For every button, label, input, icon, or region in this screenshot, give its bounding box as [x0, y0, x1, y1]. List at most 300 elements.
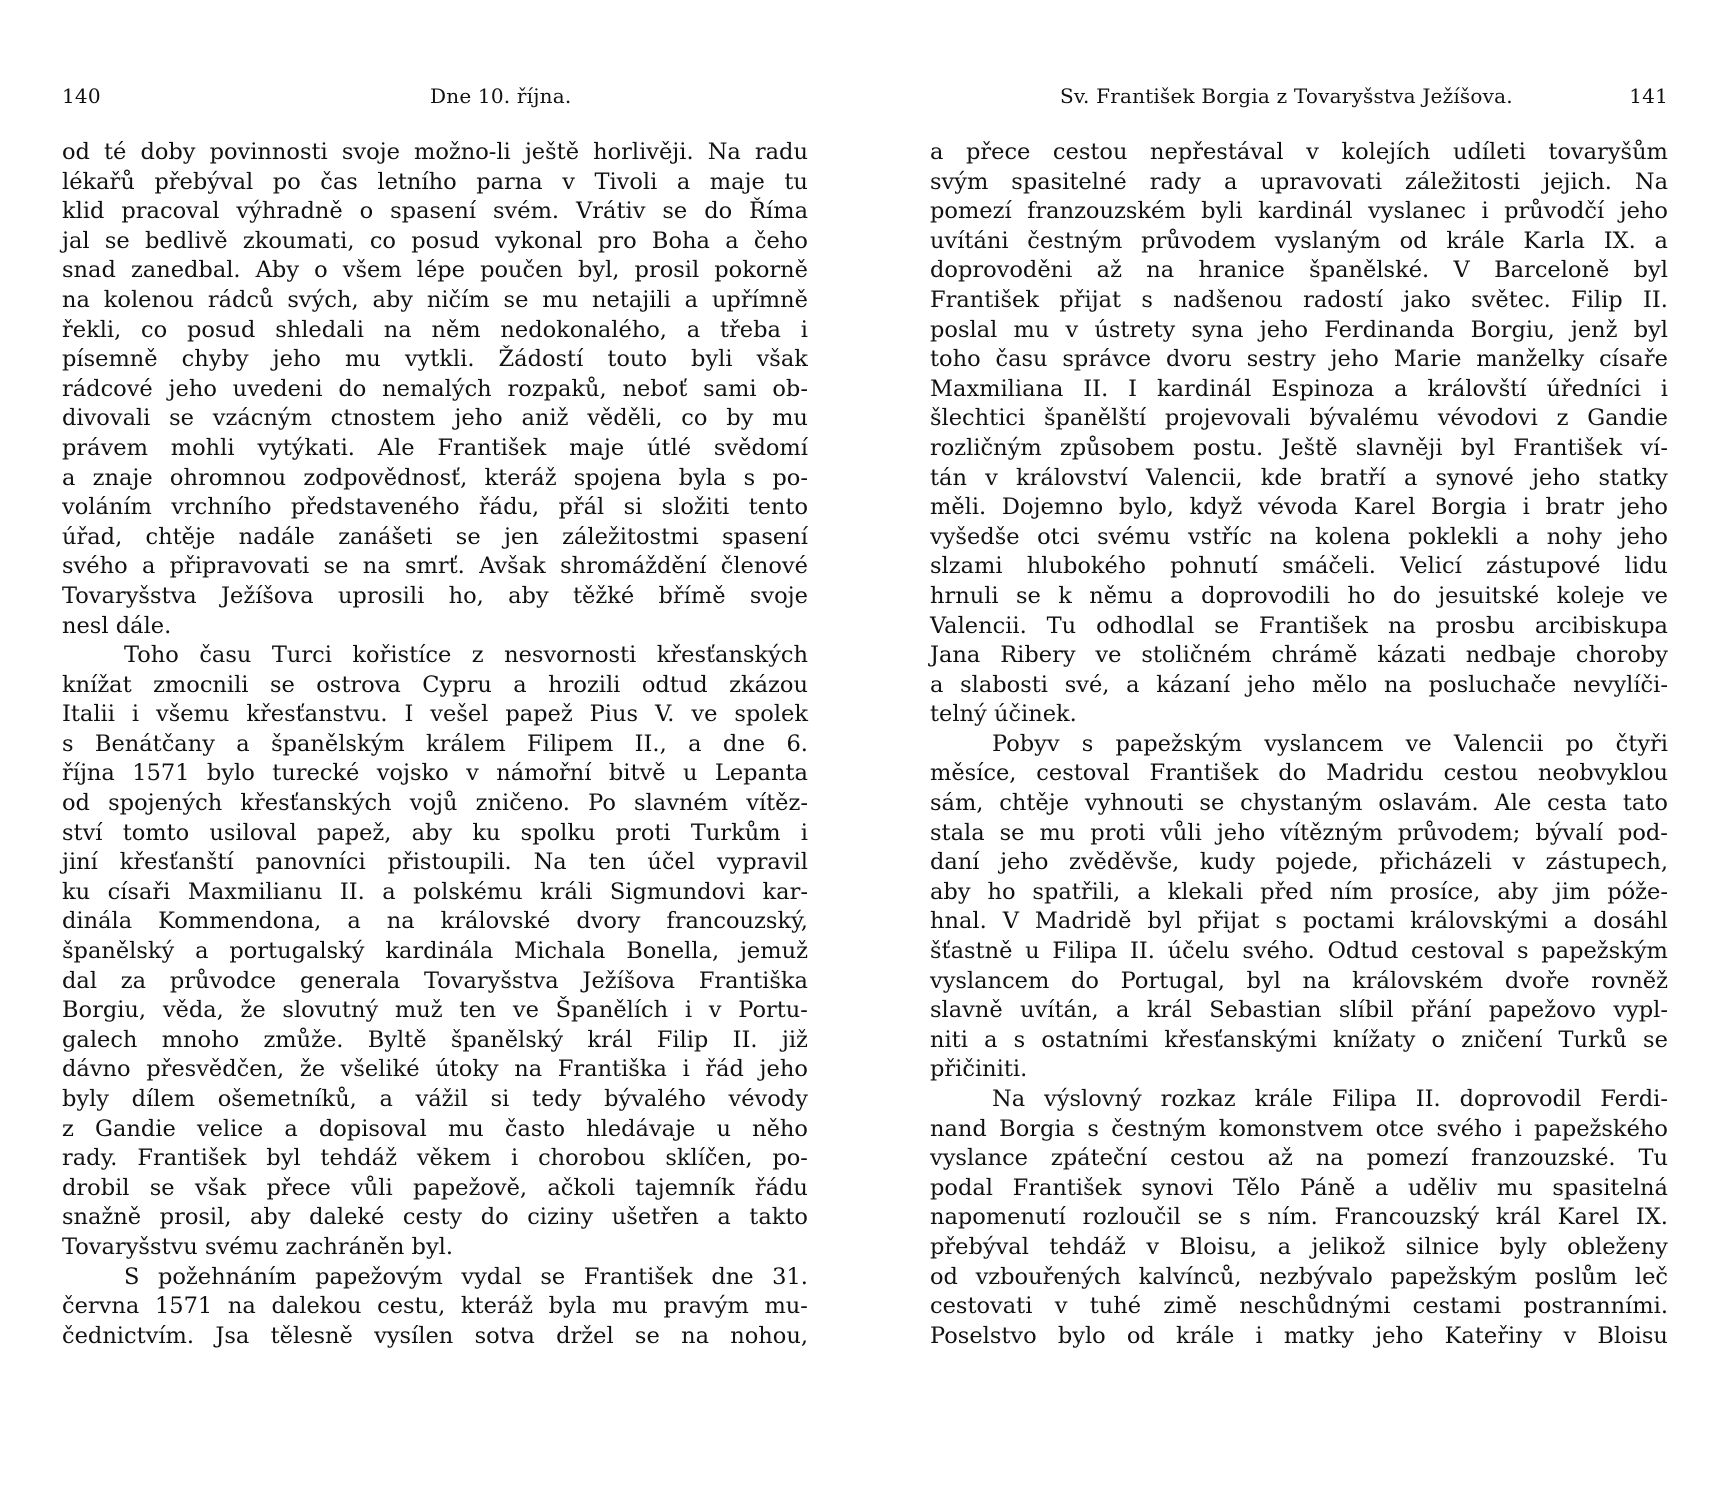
word: nohy [1546, 523, 1603, 550]
word: a [284, 1115, 298, 1142]
text-line [62, 700, 808, 730]
word: něm [431, 316, 481, 343]
word: Tivoli [594, 168, 658, 195]
word: času [199, 642, 252, 669]
word: bývalému [1309, 405, 1419, 432]
word: spolek [734, 701, 808, 728]
word: niti [930, 1026, 968, 1053]
word: vojů [409, 790, 458, 817]
word: Aby [255, 257, 300, 284]
word: s [1239, 1204, 1251, 1231]
word: papežským [1390, 1263, 1518, 1290]
word: aby [930, 878, 971, 905]
word: knížaty [1333, 1026, 1416, 1053]
word: kar- [762, 878, 808, 905]
word: králem [426, 730, 506, 757]
word: Františka [698, 967, 808, 994]
word: ve [512, 997, 539, 1024]
word: Ježíšova [221, 582, 314, 609]
word: jal [62, 227, 90, 254]
word: Ale [377, 434, 415, 461]
word: z [1556, 405, 1569, 432]
word: na [514, 1056, 543, 1083]
word: nevylíči- [1572, 671, 1668, 698]
word: průvodčí [1504, 198, 1605, 225]
word: se [104, 227, 130, 254]
word: ústrety [1094, 316, 1176, 343]
word: do [1071, 967, 1099, 994]
word: rovněž [1591, 967, 1668, 994]
word: Kommendona, [158, 908, 322, 935]
word: franzouzské. [1471, 1145, 1616, 1172]
word: přece [266, 1174, 331, 1201]
word: rozkaz [1160, 1086, 1236, 1112]
word: králi [540, 878, 593, 905]
word: tán [930, 464, 967, 491]
word: lépe [416, 257, 465, 284]
word: bývalí [1535, 819, 1603, 846]
word: si [623, 494, 643, 521]
word: kolenou [103, 286, 194, 313]
word: bedlivě [145, 227, 228, 254]
word: poslal [930, 316, 998, 343]
word: úředníci [1546, 375, 1641, 402]
text-line [930, 375, 1668, 405]
word: upřímně [711, 286, 808, 313]
text-line [930, 1026, 1668, 1056]
word: byl [1246, 967, 1281, 994]
word: cestovati [930, 1293, 1033, 1320]
word: choroby [1575, 642, 1668, 669]
word: křesťanstvu. [246, 701, 388, 728]
word: až [1096, 257, 1122, 284]
word: s [1081, 730, 1094, 757]
word: do [338, 375, 367, 402]
word: svém. [493, 198, 560, 225]
word: s [1013, 1026, 1026, 1053]
word: nemalých [382, 375, 492, 402]
word: v [466, 760, 479, 787]
word: a [686, 316, 701, 343]
word: Maxmilianu [187, 878, 323, 905]
word: dinála [62, 908, 133, 935]
word: se [662, 198, 688, 225]
word: i [800, 819, 808, 846]
word: a [688, 730, 702, 757]
word: věda, [162, 997, 224, 1024]
word: od [1399, 227, 1428, 254]
word: mu [1039, 819, 1076, 846]
word: jejich. [1543, 168, 1612, 195]
word: po [272, 168, 301, 195]
word: uprosili [337, 582, 425, 609]
word: mnoho [161, 1026, 240, 1053]
word: silnice [1405, 1233, 1480, 1260]
word: toho [930, 346, 981, 373]
word: královští [1427, 375, 1527, 402]
word: II. [1642, 286, 1668, 313]
word: smrť. [404, 553, 465, 580]
word: přebýval [154, 168, 254, 195]
word: španělský [450, 1026, 564, 1053]
word: doprovodil [1459, 1086, 1582, 1112]
word: chyby [181, 346, 249, 373]
word: co [681, 405, 708, 432]
word: cesty [402, 1204, 463, 1231]
word: a [379, 1086, 393, 1112]
text-line [62, 1233, 808, 1263]
word: námořní [496, 760, 592, 787]
word: muž [394, 997, 443, 1024]
word: zmocnili [153, 671, 249, 698]
word: Tu [1046, 612, 1077, 639]
word: byli [1201, 198, 1243, 225]
word: francouzský, [666, 908, 808, 935]
word: i [1481, 198, 1489, 225]
word: Na [1634, 168, 1668, 195]
word: jeho [1330, 346, 1379, 373]
word: byl [1147, 908, 1182, 935]
word: poctami [1302, 908, 1395, 935]
word: uvítán, [1020, 997, 1099, 1024]
word: doprovodili [1201, 582, 1330, 609]
word: dále. [115, 612, 172, 639]
word: Vrátiv [576, 198, 646, 225]
word: Bonella, [626, 938, 720, 965]
word: zástupové [1486, 553, 1601, 580]
word: v [708, 997, 722, 1024]
text-line [930, 996, 1668, 1026]
left-running-head [62, 84, 808, 114]
word: bratr [1545, 494, 1604, 521]
word: Cypru [422, 671, 492, 698]
word: vysílen [374, 1322, 454, 1349]
word: zodpovědnosť, [303, 464, 468, 491]
text-line [62, 345, 808, 375]
text-line [62, 464, 808, 494]
word: papežským [1115, 730, 1243, 757]
word: záležitostmi [562, 523, 699, 550]
word: představeného [290, 494, 460, 521]
word: Ferdi- [1600, 1086, 1668, 1112]
word: jim [1554, 878, 1591, 905]
text-line [930, 967, 1668, 997]
word: však [194, 1174, 247, 1201]
word: v [1054, 1293, 1068, 1320]
word: o [314, 257, 328, 284]
word: jeho [272, 346, 321, 373]
text-line [62, 996, 808, 1026]
text-line [62, 404, 808, 434]
word: po- [772, 464, 808, 491]
word: s [1087, 1115, 1099, 1142]
word: Františka [557, 1056, 667, 1083]
word: a [1515, 523, 1530, 550]
text-line [62, 730, 808, 760]
word: slíbil [1338, 997, 1394, 1024]
word: papežovo [1488, 997, 1596, 1024]
word: nadále [238, 523, 315, 550]
text-line [930, 1233, 1668, 1263]
word: požehnáním [157, 1263, 297, 1290]
text-line [62, 138, 808, 168]
text-line [930, 671, 1668, 701]
word: šťastně [930, 938, 1013, 965]
word: krále [1175, 1322, 1235, 1349]
word: byl. [411, 1233, 454, 1260]
word: posluchače [1428, 671, 1557, 698]
word: svého. [1242, 938, 1315, 965]
word: aby [508, 582, 549, 609]
word: na [1302, 967, 1331, 994]
word: ohromnou [169, 464, 287, 491]
word: světec. [1471, 286, 1551, 313]
word: Kateřiny [1444, 1322, 1543, 1349]
word: záležitosti [1405, 168, 1521, 195]
word: křesťanských [656, 642, 808, 669]
word: královské [440, 908, 551, 935]
word: pravým [663, 1293, 749, 1320]
word: ctnostem [330, 405, 436, 432]
word: se [1199, 790, 1225, 817]
text-line [62, 1115, 808, 1145]
word: na [1384, 671, 1412, 698]
word: výslovný [1044, 1086, 1142, 1112]
word: vyslancem [930, 967, 1050, 994]
word: Tu [1638, 1145, 1668, 1172]
text-line [62, 1292, 808, 1322]
word: aby [372, 286, 413, 313]
word: stala [930, 819, 985, 846]
word: S [124, 1263, 140, 1290]
word: pro [597, 227, 637, 254]
word: V [1002, 908, 1019, 935]
word: až [1267, 1145, 1293, 1172]
word: ve [1641, 582, 1668, 609]
word: slzami [930, 553, 1003, 580]
word: vstříc [1188, 523, 1252, 550]
word: Karla [1523, 227, 1585, 254]
text-line [62, 316, 808, 346]
word: neobvyklou [1537, 760, 1668, 787]
word: mu [1496, 1174, 1533, 1201]
word: leč [1634, 1263, 1668, 1290]
text-line [62, 168, 808, 198]
text-line [930, 316, 1668, 346]
word: října [62, 760, 115, 787]
text-line [930, 345, 1668, 375]
word: po [1565, 730, 1594, 757]
word: tehdáž [320, 1145, 397, 1172]
word: 1571 [132, 760, 190, 787]
word: postu. [1192, 434, 1264, 461]
word: Borgiu, [62, 997, 147, 1024]
text-line [930, 1263, 1668, 1293]
word: upravovati [1260, 168, 1383, 195]
word: vévody [728, 1086, 808, 1112]
word: sotva [474, 1322, 535, 1349]
word: zanedbal. [130, 257, 241, 284]
word: byl [1460, 434, 1496, 461]
word: i [684, 997, 693, 1024]
paragraph-first-line [930, 1085, 1668, 1115]
word: spatřili, [1032, 878, 1121, 905]
word: aby [1497, 878, 1538, 905]
word: Jana [930, 642, 981, 669]
word: byl, [578, 257, 620, 284]
word: hlubokého [1026, 553, 1146, 580]
text-line [930, 907, 1668, 937]
word: vítěz- [746, 790, 808, 817]
right-running-head [930, 84, 1668, 114]
word: a [984, 1026, 998, 1053]
word: koleje [1556, 582, 1625, 609]
word: nezbývalo [1259, 1263, 1373, 1290]
word: chtěje [999, 790, 1070, 817]
word: Valencii. [930, 612, 1027, 639]
text-line [62, 286, 808, 316]
word: byla [548, 1293, 597, 1320]
word: V [1453, 257, 1470, 284]
word: kteráž [460, 1293, 533, 1320]
word: němu [1089, 582, 1153, 609]
word: Odtud [1327, 938, 1399, 965]
text-line [930, 1292, 1668, 1322]
word: dal [62, 967, 98, 994]
word: póže- [1607, 878, 1668, 905]
word: svoje [749, 582, 808, 609]
word: břímě [658, 582, 726, 609]
word: Portugal, [1120, 967, 1225, 994]
text-line [62, 937, 808, 967]
word: kázaní [1156, 671, 1231, 698]
word: jeho [168, 375, 217, 402]
word: Pobyv [992, 730, 1060, 757]
word: udíleti [1452, 139, 1526, 165]
word: cestu, [377, 1293, 446, 1320]
word: Ještě [1281, 434, 1338, 461]
word: k [1058, 582, 1072, 609]
word: polskému [413, 878, 523, 905]
word: připravovati [169, 553, 310, 580]
word: II. [732, 1026, 758, 1053]
text-line [62, 582, 808, 612]
text-line [930, 612, 1668, 642]
word: lidu [1624, 553, 1668, 580]
word: si [490, 1086, 510, 1112]
word: zástupech, [1545, 849, 1668, 876]
word: Michala [514, 938, 606, 965]
word: tu [784, 168, 808, 195]
word: přicházeli [1379, 849, 1492, 876]
word: chrámě [1271, 642, 1358, 669]
word: členové [720, 553, 808, 580]
word: spolku [520, 819, 596, 846]
text-line [62, 552, 808, 582]
word: II. [339, 878, 365, 905]
word: uvedeni [232, 375, 323, 402]
word: dalekou [271, 1293, 362, 1320]
text-line [930, 641, 1668, 671]
word: čas [320, 168, 358, 195]
word: vypravil [716, 849, 808, 876]
word: rady. [62, 1145, 118, 1172]
word: krále [1254, 1086, 1313, 1112]
word: kardinála [385, 938, 494, 965]
word: a [717, 1204, 731, 1231]
word: a [1563, 908, 1578, 935]
word: vojsko [376, 760, 449, 787]
word: mu [772, 405, 808, 432]
word: do [1392, 582, 1421, 609]
word: uděliv [1407, 1174, 1478, 1201]
word: aby [250, 1204, 291, 1231]
word: chtěje [145, 523, 216, 550]
word: a [1394, 375, 1408, 402]
text-line [930, 789, 1668, 819]
word: řád [705, 1056, 744, 1083]
word: do [704, 198, 733, 225]
word: obleženy [1567, 1233, 1668, 1260]
word: ten [588, 849, 626, 876]
word: ostatními [1041, 1026, 1149, 1053]
word: nadšenou [1173, 286, 1283, 313]
word: jeho [1532, 464, 1581, 491]
text-line [930, 1144, 1668, 1174]
word: a [62, 464, 76, 491]
word: František [437, 434, 547, 461]
word: prosbu [1435, 612, 1515, 639]
word: od [62, 790, 90, 817]
word: Filip [656, 1026, 709, 1053]
text-line [930, 286, 1668, 316]
word: na [383, 316, 412, 343]
word: na [62, 286, 90, 313]
word: na [386, 908, 415, 935]
word: sklíčen, [665, 1145, 753, 1172]
word: papežově, [412, 1174, 528, 1201]
word: přece [965, 139, 1031, 165]
word: pod- [1617, 819, 1668, 846]
word: matky [1283, 1322, 1354, 1349]
word: Italii [62, 701, 115, 728]
word: komonstvem [1218, 1115, 1364, 1142]
word: na [362, 553, 391, 580]
word: se [1197, 1204, 1223, 1231]
word: a [725, 227, 739, 254]
word: a [930, 139, 944, 165]
word: čestným [1027, 227, 1123, 254]
word: otci [1037, 523, 1080, 550]
word: sám, [930, 790, 984, 817]
word: galech [62, 1026, 138, 1053]
word: synové [1435, 464, 1514, 491]
word: se [169, 405, 195, 432]
word: nesl [62, 612, 109, 639]
word: vydal [461, 1263, 522, 1290]
word: uvítáni [930, 227, 1009, 254]
word: II., [634, 730, 667, 757]
word: cestoval [1036, 760, 1130, 787]
word: slabosti [960, 671, 1048, 698]
text-line [930, 878, 1668, 908]
word: mu [447, 1115, 484, 1142]
text-line [930, 404, 1668, 434]
word: o [359, 198, 374, 225]
word: jemuž [739, 938, 808, 965]
word: nesvornosti [504, 642, 637, 669]
text-line [930, 937, 1668, 967]
